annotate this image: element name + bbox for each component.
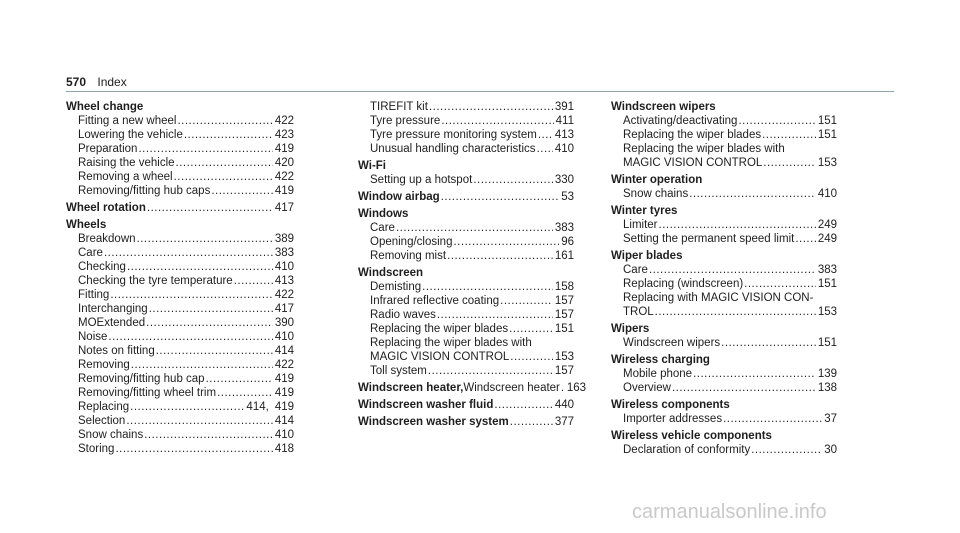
page-ref[interactable]: 419 <box>274 143 294 155</box>
index-subentry[interactable] <box>611 367 837 381</box>
index-subentry-text: MOExtended <box>78 317 146 329</box>
watermark: carmanualsonline.info <box>632 501 827 523</box>
index-subentry-text: Removing/fitting hub caps <box>78 185 211 197</box>
leader-dots <box>446 249 553 263</box>
leader-dots <box>720 336 816 350</box>
index-subentry[interactable] <box>358 128 574 142</box>
page-ref[interactable]: 53 <box>561 191 574 203</box>
index-heading[interactable] <box>66 201 294 215</box>
index-subentry[interactable] <box>66 386 294 400</box>
index-subentry-text: Overview <box>623 382 671 394</box>
index-heading-text: Wiper blades <box>611 250 683 262</box>
page-ref[interactable]: 414, <box>246 401 269 413</box>
index-heading-text: Windscreen heater, <box>358 382 464 394</box>
index-heading[interactable] <box>358 415 574 429</box>
index-subentry-text: Unusual handling characteristics <box>370 143 536 155</box>
index-subentry[interactable] <box>66 232 294 246</box>
index-subentry[interactable] <box>358 100 574 114</box>
leader-dots <box>537 128 553 142</box>
index-entry <box>611 353 837 395</box>
index-subentry-text: Radio waves <box>370 309 436 321</box>
leader-dots <box>688 187 816 201</box>
page-ref[interactable]: 418 <box>274 443 294 455</box>
leader-dots <box>509 350 553 364</box>
index-subentry-text: Replacing with MAGIC VISION CON- <box>623 292 814 304</box>
page-ref[interactable]: 440 <box>554 399 574 411</box>
index-subentry-text: Snow chains <box>78 429 144 441</box>
leader-dots <box>452 235 559 249</box>
index-heading-text: Winter tyres <box>611 205 678 217</box>
index-subentry-text: Storing <box>78 443 115 455</box>
leader-dots <box>794 232 815 246</box>
index-entry <box>66 201 294 215</box>
index-entry <box>611 398 837 426</box>
index-column-3 <box>611 100 837 460</box>
index-subentry-text: Activating/deactivating <box>623 115 738 127</box>
leader-dots <box>143 428 273 442</box>
index-subentry[interactable] <box>611 187 837 201</box>
index-subentry-text: Care <box>370 222 395 234</box>
index-subentry[interactable] <box>66 442 294 456</box>
index-subentry[interactable] <box>358 322 574 336</box>
page-ref[interactable]: 422 <box>274 115 294 127</box>
leader-dots <box>499 294 553 308</box>
index-subentry[interactable] <box>66 156 294 170</box>
index-subentry[interactable] <box>358 294 574 308</box>
index-heading-text: Wireless vehicle components <box>611 430 772 442</box>
index-subentry[interactable] <box>358 235 574 249</box>
index-subentry[interactable] <box>66 302 294 316</box>
index-subentry-text: Replacing (windscreen) <box>623 278 744 290</box>
index-heading-subterm: Windscreen heater <box>463 382 560 394</box>
index-entry <box>66 218 294 456</box>
page-ref[interactable]: 157 <box>554 309 574 321</box>
page-ref[interactable]: 383 <box>817 264 837 276</box>
leader-dots <box>654 305 816 319</box>
index-subentry-continued[interactable] <box>611 305 837 319</box>
leader-dots <box>440 190 560 204</box>
index-heading[interactable] <box>611 398 837 412</box>
index-subentry-text: Mobile phone <box>623 368 693 380</box>
index-subentry[interactable] <box>358 221 574 235</box>
index-heading[interactable] <box>358 207 574 221</box>
page-ref[interactable]: 153 <box>817 157 837 169</box>
page-ref[interactable]: 413 <box>274 275 294 287</box>
index-subentry[interactable] <box>611 114 837 128</box>
page-ref[interactable]: 413 <box>554 129 574 141</box>
index-subentry-text: Care <box>78 247 103 259</box>
index-subentry-text: Notes on fitting <box>78 345 155 357</box>
page-ref[interactable]: 422 <box>274 289 294 301</box>
leader-dots <box>536 142 553 156</box>
index-subentry-text: Replacing the wiper blades <box>623 129 762 141</box>
index-subentry[interactable] <box>358 308 574 322</box>
index-subentry[interactable] <box>66 330 294 344</box>
index-subentry-text: Checking the tyre temperature <box>78 275 233 287</box>
index-subentry-text: Toll system <box>370 365 427 377</box>
index-subentry-text: Fitting <box>78 289 110 301</box>
index-entry <box>611 322 837 350</box>
index-subentry[interactable] <box>66 246 294 260</box>
index-heading[interactable] <box>358 381 587 395</box>
index-subentry[interactable] <box>66 260 294 274</box>
index-subentry-continued[interactable] <box>358 350 574 364</box>
index-subentry-text: Noise <box>78 331 108 343</box>
leader-dots <box>137 142 272 156</box>
page-ref[interactable]: 157 <box>554 365 574 377</box>
index-entry <box>358 266 574 378</box>
leader-dots <box>658 218 816 232</box>
index-heading[interactable] <box>611 353 837 367</box>
index-entry <box>358 190 574 204</box>
index-subentry[interactable] <box>66 142 294 156</box>
leader-dots <box>183 128 273 142</box>
page-ref[interactable]: 151 <box>817 115 837 127</box>
index-subentry-text: TIREFIT kit <box>370 101 428 113</box>
index-subentry[interactable] <box>358 249 574 263</box>
index-subentry-text: Removing <box>78 359 130 371</box>
page-ref[interactable]: 151 <box>817 278 837 290</box>
index-subentry[interactable] <box>611 381 837 395</box>
index-heading[interactable] <box>358 190 574 204</box>
page-ref[interactable]: 410 <box>274 261 294 273</box>
leader-dots <box>130 358 273 372</box>
page-ref[interactable]: 151 <box>817 129 837 141</box>
index-subentry[interactable] <box>66 414 294 428</box>
index-column-1 <box>66 100 294 459</box>
leader-dots <box>146 201 273 215</box>
index-heading[interactable] <box>611 173 837 187</box>
index-subentry-text: Opening/closing <box>370 236 453 248</box>
leader-dots <box>125 414 273 428</box>
page-ref[interactable]: 139 <box>817 368 837 380</box>
page-ref[interactable]: 153 <box>817 306 837 318</box>
index-entry <box>611 100 837 170</box>
leader-dots <box>428 100 553 114</box>
page-ref[interactable]: 419 <box>274 387 294 399</box>
index-subentry-text: Selection <box>78 415 126 427</box>
leader-dots <box>145 316 273 330</box>
page-ref[interactable]: 151 <box>554 323 574 335</box>
index-entry <box>611 204 837 246</box>
index-entry <box>66 100 294 198</box>
leader-dots <box>671 381 816 395</box>
leader-dots <box>107 330 272 344</box>
index-subentry[interactable] <box>611 142 837 156</box>
index-heading[interactable] <box>66 218 294 232</box>
index-entry <box>358 207 574 263</box>
index-heading[interactable] <box>66 100 294 114</box>
page-ref[interactable]: 391 <box>554 101 574 113</box>
index-subentry[interactable] <box>66 170 294 184</box>
index-subentry-text: Replacing the wiper blades with <box>623 143 785 155</box>
leader-dots <box>427 364 553 378</box>
index-subentry[interactable] <box>66 344 294 358</box>
leader-dots <box>129 400 244 414</box>
page-ref[interactable]: 151 <box>817 337 837 349</box>
index-subentry-text: Limiter <box>623 219 658 231</box>
leader-dots <box>509 415 553 429</box>
index-subentry-text: Removing mist <box>370 250 447 262</box>
page-ref[interactable]: 419 <box>274 373 294 385</box>
leader-dots <box>136 232 273 246</box>
index-subentry-text: Lowering the vehicle <box>78 129 183 141</box>
index-subentry-continued[interactable] <box>611 156 837 170</box>
page-ref[interactable]: 161 <box>554 250 574 262</box>
header-divider <box>66 91 894 92</box>
index-subentry-text: Setting the permanent speed limit <box>623 233 795 245</box>
leader-dots <box>103 246 273 260</box>
page-ref[interactable]: 410 <box>274 331 294 343</box>
leader-dots <box>114 442 272 456</box>
index-subentry[interactable] <box>66 358 294 372</box>
section-title: Index <box>97 75 127 89</box>
index-subentry-text: Removing/fitting hub cap <box>78 373 205 385</box>
page-ref[interactable]: 163 <box>566 382 587 394</box>
index-subentry-text: Declaration of conformity <box>623 444 751 456</box>
leader-dots <box>210 184 272 198</box>
index-subentry[interactable] <box>611 412 837 426</box>
leader-dots <box>148 302 273 316</box>
index-entry <box>611 249 837 319</box>
index-heading-text: Windows <box>358 208 409 220</box>
index-subentry-text: Fitting a new wheel <box>78 115 177 127</box>
index-subentry-text: Snow chains <box>623 188 689 200</box>
index-heading[interactable] <box>611 100 837 114</box>
leader-dots <box>216 386 273 400</box>
index-heading-text: Wheels <box>66 219 107 231</box>
leader-dots <box>750 443 822 457</box>
index-subentry-text: Setting up a hotspot <box>370 174 473 186</box>
leader-dots <box>762 156 816 170</box>
index-heading-text: Wheel rotation <box>66 202 146 214</box>
index-subentry[interactable] <box>66 372 294 386</box>
index-subentry[interactable] <box>66 274 294 288</box>
page-ref[interactable]: 96 <box>561 236 574 248</box>
index-subentry-text: Windscreen wipers <box>623 337 721 349</box>
leader-dots <box>436 308 553 322</box>
index-subentry-text: Tyre pressure monitoring system <box>370 129 537 141</box>
index-subentry[interactable] <box>66 114 294 128</box>
index-subentry[interactable] <box>66 400 294 414</box>
leader-dots <box>761 128 816 142</box>
leader-dots <box>173 170 273 184</box>
leader-dots <box>176 114 272 128</box>
index-subentry[interactable] <box>66 288 294 302</box>
index-entry <box>358 398 574 412</box>
page-ref[interactable]: 419 <box>274 401 294 413</box>
index-subentry[interactable] <box>358 336 574 350</box>
index-heading[interactable] <box>611 322 837 336</box>
page-ref[interactable]: 383 <box>274 247 294 259</box>
index-entry <box>358 159 574 187</box>
page-ref[interactable]: 390 <box>274 317 294 329</box>
page-header <box>66 75 127 89</box>
index-column-2 <box>358 100 587 432</box>
page-ref[interactable]: 420 <box>274 157 294 169</box>
index-heading-text: Wireless components <box>611 399 730 411</box>
index-heading[interactable] <box>358 159 574 173</box>
leader-dots <box>233 274 273 288</box>
index-subentry-text: Checking <box>78 261 126 273</box>
page-ref[interactable]: 249 <box>817 219 837 231</box>
index-heading-text: Winter operation <box>611 174 703 186</box>
index-subentry[interactable] <box>358 280 574 294</box>
index-entry <box>358 415 574 429</box>
index-heading-text: Wireless charging <box>611 354 710 366</box>
leader-dots <box>648 263 816 277</box>
index-subentry[interactable] <box>66 184 294 198</box>
index-heading-text: Wi-Fi <box>358 160 386 172</box>
page-ref[interactable]: 419 <box>274 185 294 197</box>
leader-dots <box>508 322 553 336</box>
index-subentry[interactable] <box>611 443 837 457</box>
index-subentry-text: Replacing <box>78 401 130 413</box>
leader-dots <box>205 372 273 386</box>
index-heading[interactable] <box>611 249 837 263</box>
leader-dots <box>743 277 816 291</box>
index-heading-text: Windscreen washer system <box>358 416 509 428</box>
page-ref[interactable]: 158 <box>554 281 574 293</box>
page-ref[interactable]: 153 <box>554 351 574 363</box>
index-heading-text: Windscreen washer fluid <box>358 399 494 411</box>
index-subentry[interactable] <box>358 173 574 187</box>
index-subentry-text: Interchanging <box>78 303 148 315</box>
index-subentry-text: Raising the vehicle <box>78 157 175 169</box>
index-subentry-text: Replacing the wiper blades <box>370 323 509 335</box>
leader-dots <box>493 398 552 412</box>
index-subentry-text: Importer addresses <box>623 413 723 425</box>
page-ref[interactable]: 37 <box>824 413 837 425</box>
page-ref[interactable]: 377 <box>554 416 574 428</box>
index-subentry[interactable] <box>611 336 837 350</box>
page-ref[interactable]: 417 <box>274 303 294 315</box>
page-ref[interactable]: 417 <box>274 202 294 214</box>
index-subentry-text: Breakdown <box>78 233 136 245</box>
leader-dots <box>722 412 822 426</box>
index-subentry-text: Infrared reflective coating <box>370 295 500 307</box>
index-entry <box>611 173 837 201</box>
index-heading-text: Window airbag <box>358 191 440 203</box>
index-heading[interactable] <box>611 204 837 218</box>
leader-dots <box>155 344 273 358</box>
index-subentry[interactable] <box>611 277 837 291</box>
index-subentry[interactable] <box>358 142 574 156</box>
index-subentry-text: Preparation <box>78 143 138 155</box>
leader-dots <box>109 288 272 302</box>
index-subentry-text: Care <box>623 264 648 276</box>
index-entry <box>611 429 837 457</box>
index-subentry-text: TROL <box>623 306 654 318</box>
index-subentry-text: Demisting <box>370 281 422 293</box>
leader-dots <box>440 114 553 128</box>
leader-dots <box>126 260 273 274</box>
index-subentry[interactable] <box>358 114 574 128</box>
leader-dots <box>175 156 273 170</box>
page-ref[interactable]: 414 <box>274 345 294 357</box>
index-heading-text: Wheel change <box>66 101 144 113</box>
page-ref[interactable]: 414 <box>274 415 294 427</box>
index-subentry-text: Tyre pressure <box>370 115 441 127</box>
leader-dots <box>737 114 815 128</box>
index-subentry[interactable] <box>611 291 837 305</box>
index-entry <box>358 381 587 395</box>
index-subentry-text: MAGIC VISION CONTROL <box>623 157 763 169</box>
page-ref[interactable]: 410 <box>274 429 294 441</box>
page-number: 570 <box>66 75 87 89</box>
leader-dots <box>472 173 553 187</box>
index-subentry[interactable] <box>611 218 837 232</box>
index-subentry[interactable] <box>611 232 837 246</box>
index-heading[interactable] <box>358 398 574 412</box>
index-subentry[interactable] <box>66 128 294 142</box>
index-heading[interactable] <box>611 429 837 443</box>
page-ref[interactable]: 157 <box>554 295 574 307</box>
index-subentry[interactable] <box>358 364 574 378</box>
page-ref[interactable]: 383 <box>554 222 574 234</box>
leader-dots <box>692 367 816 381</box>
index-subentry[interactable] <box>66 428 294 442</box>
index-heading-text: Wipers <box>611 323 650 335</box>
page-ref[interactable]: 389 <box>274 233 294 245</box>
index-subentry-text: Removing a wheel <box>78 171 173 183</box>
index-subentry[interactable] <box>66 316 294 330</box>
index-heading[interactable] <box>358 266 574 280</box>
page-ref[interactable]: 422 <box>274 359 294 371</box>
index-entry <box>358 100 574 156</box>
page-ref[interactable]: 138 <box>817 382 837 394</box>
page-ref[interactable]: 411 <box>555 115 574 127</box>
page-ref[interactable]: 410 <box>817 188 837 200</box>
index-subentry-text: Replacing the wiper blades with <box>370 337 532 349</box>
index-heading-text: Windscreen wipers <box>611 101 716 113</box>
leader-dots <box>421 280 553 294</box>
index-subentry[interactable] <box>611 128 837 142</box>
page-ref[interactable]: 423 <box>274 129 294 141</box>
page-ref[interactable]: 422 <box>274 171 294 183</box>
page-ref[interactable]: 410 <box>554 143 574 155</box>
page-ref[interactable]: 330 <box>554 174 574 186</box>
index-subentry[interactable] <box>611 263 837 277</box>
index-subentry-text: MAGIC VISION CONTROL <box>370 351 510 363</box>
page-ref[interactable]: 30 <box>824 444 837 456</box>
index-subentry-text: Removing/fitting wheel trim <box>78 387 217 399</box>
leader-dots <box>395 221 553 235</box>
page-ref[interactable]: 249 <box>817 233 837 245</box>
index-heading-text: Windscreen <box>358 267 424 279</box>
